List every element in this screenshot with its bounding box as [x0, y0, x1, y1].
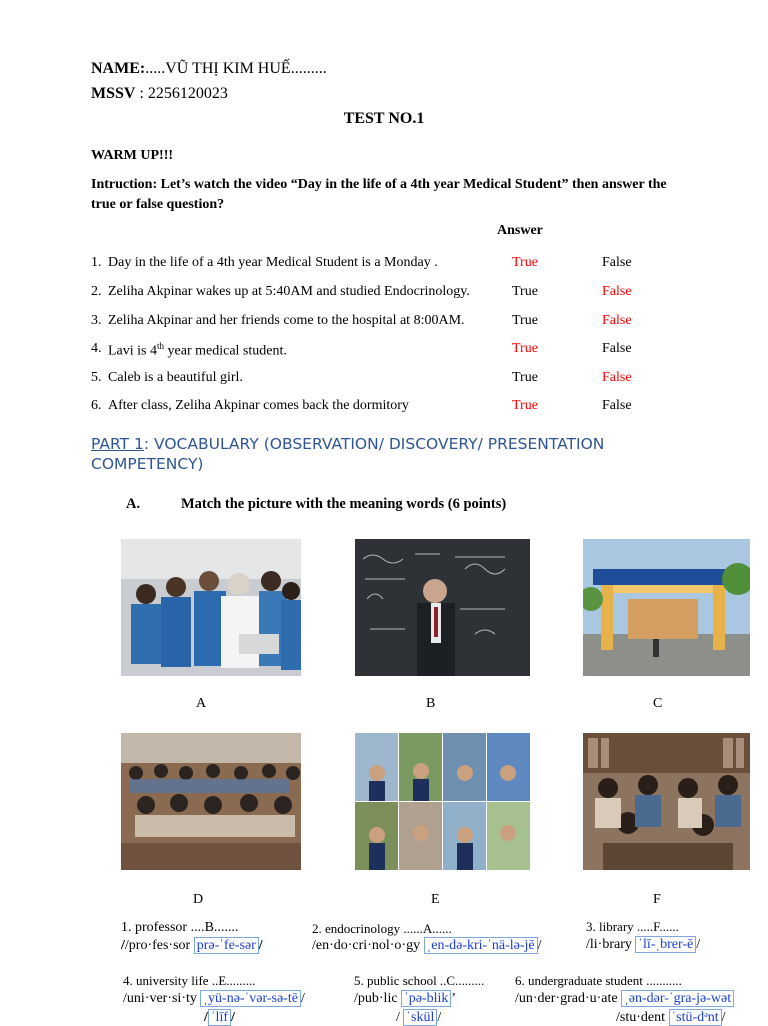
question-number: 4.: [91, 341, 102, 356]
pron-prefix: /: [396, 1010, 404, 1025]
mssv-value: : 2256120023: [139, 85, 228, 102]
vocab-word-4: 4. university life ..E.........: [123, 973, 256, 988]
answer-true[interactable]: True: [512, 284, 538, 299]
answer-false[interactable]: False: [602, 313, 632, 328]
pron-suffix: /: [231, 1010, 235, 1025]
vocab-pron-6: [515, 991, 734, 1007]
ipa-link[interactable]: ˈpə-blik: [401, 990, 451, 1007]
ipa-link[interactable]: ˌyü-nə-ˈvər-sə-tē: [200, 990, 301, 1007]
vocab-word-6: 6. undergraduate student ...........: [515, 973, 682, 988]
mssv-label: MSSV: [91, 85, 136, 102]
question-row: [0, 370, 768, 390]
question-text: [108, 341, 287, 360]
answer-false[interactable]: False: [602, 341, 632, 356]
pron-prefix: /en·do·cri·nol·o·gy: [312, 938, 424, 953]
medical-team-photo: [121, 539, 301, 676]
university-gate-photo: [583, 539, 750, 676]
section-a-title: Match the picture with the meaning words (6 points): [181, 496, 507, 512]
professor-blackboard-photo: [355, 539, 530, 676]
question-row: [0, 398, 768, 418]
vocab-pron-5: [354, 991, 456, 1007]
ipa-link[interactable]: ˈlīf: [208, 1009, 231, 1026]
pron-suffix: /: [437, 1010, 442, 1025]
pron-prefix: /un·der·grad·u·ate: [515, 991, 622, 1006]
part1-heading: [91, 434, 604, 474]
question-number: 5.: [91, 370, 102, 385]
answer-true[interactable]: True: [512, 398, 538, 413]
student-collage-photo: [355, 733, 530, 870]
question-row: [0, 284, 768, 304]
lecture-hall-photo: [121, 733, 301, 870]
ipa-link[interactable]: prə-ˈfe-sər: [194, 937, 259, 954]
picture-label-f: F: [653, 892, 661, 907]
ipa-link[interactable]: ˈlī-ˌbrer-ē: [635, 936, 696, 953]
question-row: [0, 313, 768, 333]
ipa-link[interactable]: ˌen-də-kri-ˈnä-lə-jē: [424, 937, 538, 954]
answer-false[interactable]: False: [602, 370, 632, 385]
question-text: Day in the life of a 4th year Medical Student is a Monday .: [108, 255, 438, 270]
answer-false[interactable]: False: [602, 255, 632, 270]
question-text: Zeliha Akpinar and her friends come to the hospital at 8:00AM.: [108, 313, 465, 328]
pron-prefix: /uni·ver·si·ty: [123, 991, 201, 1006]
question-text-a: Lavi is 4: [108, 343, 157, 359]
pron-suffix: /: [537, 938, 542, 953]
pron-suffix: /: [300, 991, 305, 1006]
picture-label-a: A: [196, 696, 207, 711]
question-row: [0, 341, 768, 361]
pron-suffix: ’: [451, 991, 457, 1006]
pron-prefix: /: [204, 1010, 208, 1025]
question-text-b: year medical student.: [164, 343, 287, 359]
answer-false[interactable]: False: [602, 398, 632, 413]
name-label: NAME:: [91, 60, 146, 77]
vocab-pron-1: //pro·fes·sor prə-ˈfe-sər /: [121, 938, 263, 953]
answer-false[interactable]: False: [602, 284, 632, 299]
answer-true[interactable]: True: [512, 255, 538, 270]
pron-suffix: /: [258, 938, 263, 953]
picture-label-b: B: [426, 696, 436, 711]
part1-title: : VOCABULARY (OBSERVATION/ DISCOVERY/ PRESENTATION: [143, 435, 605, 453]
question-number: 2.: [91, 284, 102, 299]
pron-prefix: /pro·fes·sor: [124, 938, 194, 953]
ordinal-suffix: th: [157, 341, 165, 351]
vocab-word-5: 5. public school ..C.........: [354, 973, 485, 988]
pron-prefix: /pub·lic: [354, 991, 402, 1006]
part1-label: PART 1: [91, 435, 144, 453]
question-text: Caleb is a beautiful girl.: [108, 370, 243, 385]
ipa-link[interactable]: ˈskül: [403, 1009, 437, 1026]
question-text: After class, Zeliha Akpinar comes back the dormitory: [108, 398, 409, 413]
answer-true[interactable]: True: [512, 313, 538, 328]
question-number: 1.: [91, 255, 102, 270]
ipa-link[interactable]: ˌən-dər-ˈgra-jə-wət: [621, 990, 734, 1007]
warmup-instruction: Intruction: Let’s watch the video “Day in the life of a 4th year Medical Student” then answer the true or false question?: [91, 177, 667, 212]
library-students-photo: [583, 733, 750, 870]
ipa-link[interactable]: ˈstü-dᵊnt: [669, 1009, 722, 1026]
answer-true[interactable]: True: [512, 370, 538, 385]
answer-header: Answer: [497, 223, 543, 238]
picture-label-d: D: [193, 892, 204, 907]
part1-title-line2: COMPETENCY): [91, 455, 204, 473]
warmup-heading: WARM UP!!!: [91, 148, 174, 163]
pron-suffix: /: [696, 937, 701, 952]
pron-prefix: /stu·dent: [616, 1010, 669, 1025]
vocab-word-1: 1. professor ....B.......: [121, 920, 239, 935]
vocab-word-2: 2. endocrinology ......A......: [312, 921, 452, 936]
vocab-pron-3: [586, 937, 700, 953]
pron-prefix: /li·brary: [586, 937, 636, 952]
name-line: [91, 60, 327, 78]
pron-suffix: /: [721, 1010, 726, 1025]
vocab-pron-4: [123, 991, 305, 1007]
picture-label-c: C: [653, 696, 663, 711]
section-a-letter: A.: [126, 496, 141, 512]
vocab-pron-2: [312, 938, 542, 954]
question-row: [0, 255, 768, 275]
question-number: 3.: [91, 313, 102, 328]
vocab-word-3: 3. library .....F......: [586, 919, 679, 934]
question-number: 6.: [91, 398, 102, 413]
picture-label-e: E: [431, 892, 440, 907]
page-title: TEST NO.1: [343, 110, 425, 127]
name-value: .....VŨ THỊ KIM HUẾ.........: [145, 60, 327, 77]
answer-true[interactable]: True: [512, 341, 538, 356]
question-text: Zeliha Akpinar wakes up at 5:40AM and studied Endocrinology.: [108, 284, 470, 299]
mssv-line: [91, 85, 228, 103]
